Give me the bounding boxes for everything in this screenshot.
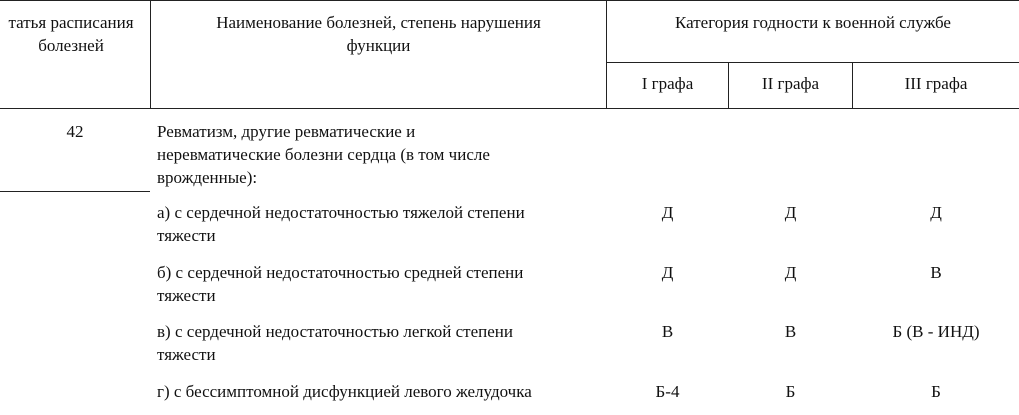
row-grafa-1-value: В: [661, 322, 674, 341]
row-grafa-1-value: Д: [661, 263, 674, 282]
header-bottom-border: [0, 108, 1019, 109]
row-grafa-2-value: Б: [785, 382, 796, 401]
header-disease-line1: Наименование болезней, степень нарушения: [216, 13, 541, 32]
header-article-line1: татья расписания: [8, 13, 134, 32]
article-title-line: врожденные):: [157, 168, 258, 187]
row-description-line: г) с бессимптомной дисфункцией левого желудочка: [157, 382, 532, 401]
row-grafa-2-value: Д: [784, 203, 797, 222]
article-number: 42: [66, 122, 84, 141]
row-description-line: в) с сердечной недостаточностью легкой степени: [157, 322, 513, 341]
row-description-line: тяжести: [157, 226, 216, 245]
row-grafa-3-value: Б: [931, 382, 941, 401]
header-grafa-2: II графа: [761, 74, 820, 93]
header-category-title: Категория годности к военной службе: [675, 13, 951, 32]
article-title-line: Ревматизм, другие ревматические и: [157, 122, 416, 141]
row-description-line: а) с сердечной недостаточностью тяжелой степени: [157, 203, 525, 222]
header-grafa-3: III графа: [904, 74, 968, 93]
table-top-border: [0, 0, 1019, 1]
row-description-line: тяжести: [157, 345, 216, 364]
row-grafa-1-value: Д: [661, 203, 674, 222]
row-grafa-2-value: Д: [784, 263, 797, 282]
row-grafa-3-value: В: [930, 263, 942, 282]
header-article-line2: болезней: [38, 36, 104, 55]
header-disease-line2: функции: [346, 36, 411, 55]
row-grafa-3-value: Д: [930, 203, 942, 222]
row-grafa-2-value: В: [784, 322, 797, 341]
header-grafa-1: I графа: [641, 74, 694, 93]
header-divider: [606, 62, 1019, 63]
row-description-line: б) с сердечной недостаточностью средней степени: [157, 263, 524, 282]
article-title-line: неревматические болезни сердца (в том числе: [157, 145, 490, 164]
row-grafa-1-value: Б-4: [655, 382, 680, 401]
row-grafa-3-value: Б (В - ИНД): [892, 322, 980, 341]
row-description-line: тяжести: [157, 286, 216, 305]
article-divider: [0, 191, 150, 192]
